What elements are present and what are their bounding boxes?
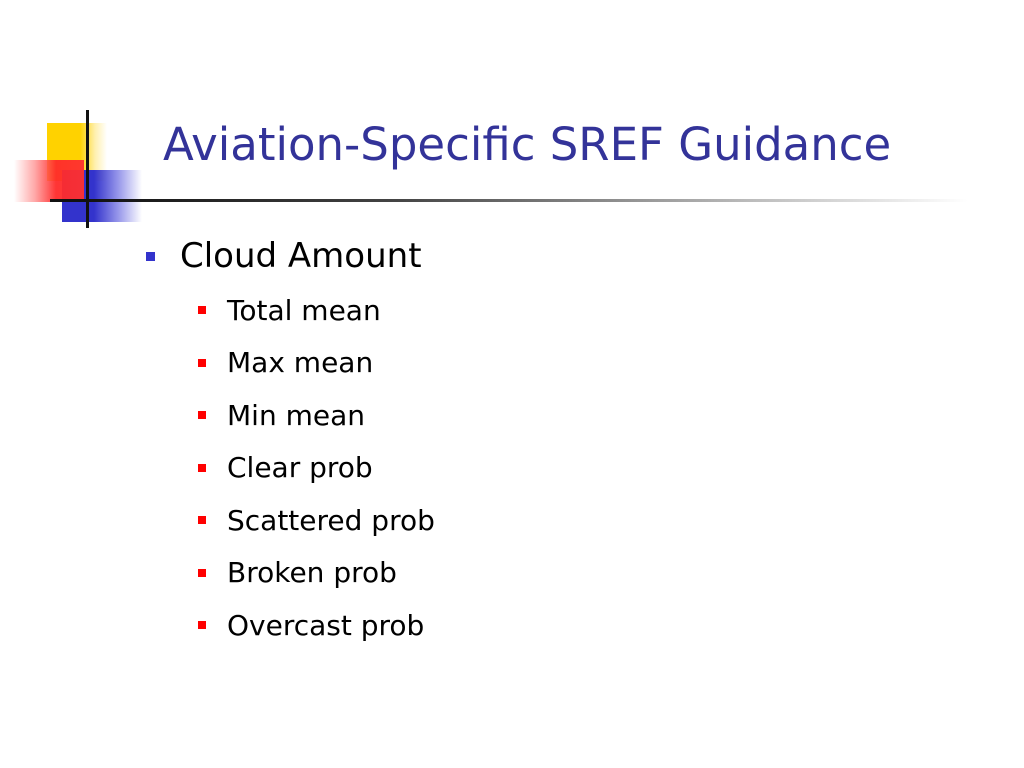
sub-bullet-item bbox=[198, 389, 435, 442]
sub-bullet-label: Clear prob bbox=[227, 451, 373, 485]
square-bullet-icon bbox=[198, 621, 206, 629]
sub-bullet-item bbox=[198, 337, 435, 390]
bullet-item-cloud-amount bbox=[146, 230, 435, 282]
slide-title: Aviation-Specific SREF Guidance bbox=[163, 118, 892, 171]
bullet-list bbox=[146, 230, 435, 652]
sub-bullet-item bbox=[198, 442, 435, 495]
square-bullet-icon bbox=[198, 411, 206, 419]
slide-logo-squares-icon bbox=[0, 0, 160, 240]
sub-bullet-item bbox=[198, 494, 435, 547]
square-bullet-icon bbox=[198, 569, 206, 577]
sub-bullet-label: Min mean bbox=[227, 398, 365, 432]
sub-bullet-item bbox=[198, 599, 435, 652]
square-bullet-icon bbox=[146, 252, 155, 261]
sub-bullet-label: Max mean bbox=[227, 346, 374, 380]
sub-bullet-item bbox=[198, 284, 435, 337]
vertical-rule bbox=[86, 110, 89, 228]
sub-bullet-label: Total mean bbox=[227, 293, 381, 327]
sub-bullet-label: Scattered prob bbox=[227, 503, 435, 537]
square-bullet-icon bbox=[198, 359, 206, 367]
square-bullet-icon bbox=[198, 516, 206, 524]
square-bullet-icon bbox=[198, 306, 206, 314]
sub-bullet-label: Broken prob bbox=[227, 556, 397, 590]
sub-bullet-item bbox=[198, 547, 435, 600]
sub-bullet-list bbox=[198, 284, 435, 652]
square-bullet-icon bbox=[198, 464, 206, 472]
title-underline bbox=[88, 199, 968, 202]
red-square bbox=[14, 160, 84, 202]
bullet-group bbox=[146, 230, 435, 652]
bullet-label: Cloud Amount bbox=[180, 236, 422, 276]
sub-bullet-label: Overcast prob bbox=[227, 608, 425, 642]
